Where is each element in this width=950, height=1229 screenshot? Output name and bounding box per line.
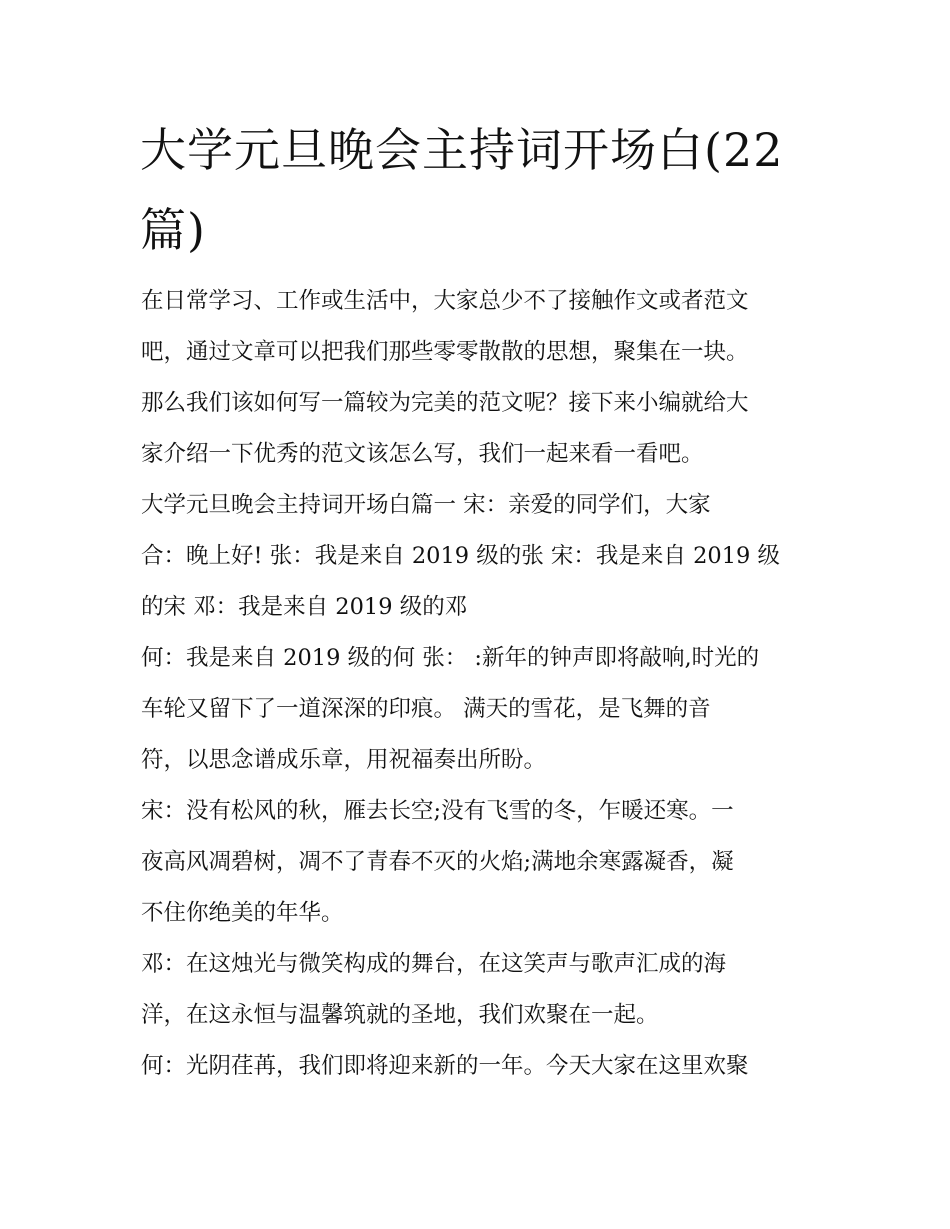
text-line: 的宋 邓：我是来自 2019 级的邓 <box>141 594 468 620</box>
text-line: 吧，通过文章可以把我们那些零零散散的思想，聚集在一块。 <box>141 339 749 365</box>
document-title: 大学元旦晚会主持词开场白(22篇) <box>140 123 784 257</box>
text-line: 不住你绝美的年华。 <box>141 900 344 926</box>
text-line: 何：我是来自 2019 级的何 张： :新年的钟声即将敲响,时光的 <box>141 645 760 671</box>
text-line: 合：晚上好! 张：我是来自 2019 级的张 宋：我是来自 2019 级 <box>141 543 780 569</box>
text-line: 宋：没有松风的秋，雁去长空;没有飞雪的冬，乍暖还寒。一 <box>141 798 734 824</box>
text-line: 家介绍一下优秀的范文该怎么写，我们一起来看一看吧。 <box>141 441 704 467</box>
text-line: 符，以思念谱成乐章，用祝福奏出所盼。 <box>141 747 547 773</box>
text-line: 夜高风凋碧树，凋不了青春不灭的火焰;满地余寒露凝香，凝 <box>141 849 734 875</box>
text-line: 大学元旦晚会主持词开场白篇一 宋：亲爱的同学们，大家 <box>141 492 711 518</box>
text-line: 邓：在这烛光与微笑构成的舞台，在这笑声与歌声汇成的海 <box>141 951 727 977</box>
text-line: 车轮又留下了一道深深的印痕。 满天的雪花，是飞舞的音 <box>141 696 711 722</box>
text-line: 那么我们该如何写一篇较为完美的范文呢？接下来小编就给大 <box>141 390 749 416</box>
text-line: 何：光阴荏苒，我们即将迎来新的一年。今天大家在这里欢聚 <box>141 1053 749 1079</box>
document-body <box>141 276 821 1092</box>
text-line: 洋，在这永恒与温馨筑就的圣地，我们欢聚在一起。 <box>141 1002 659 1028</box>
text-line: 在日常学习、工作或生活中，大家总少不了接触作文或者范文 <box>141 288 749 314</box>
